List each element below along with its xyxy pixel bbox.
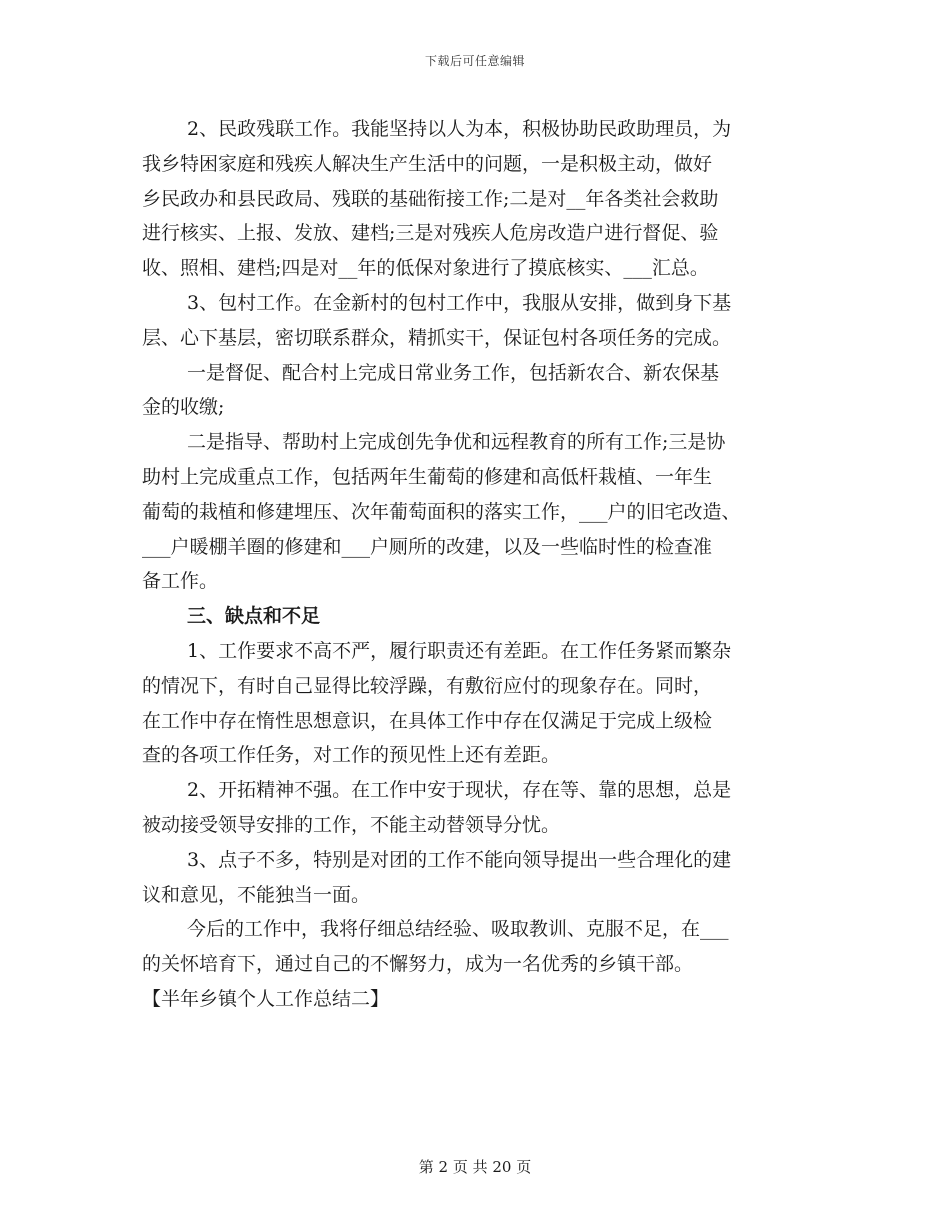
subtitle-line: 【半年乡镇个人工作总结二】 xyxy=(142,987,390,1010)
page-number: 第 2 页 共 20 页 xyxy=(418,1158,532,1176)
paragraph-line: 2、开拓精神不强。在工作中安于现状，存在等、靠的思想，总是 xyxy=(187,779,732,802)
section-heading: 三、缺点和不足 xyxy=(187,605,321,628)
paragraph-line: 的情况下，有时自己显得比较浮躁，有敷衍应付的现象存在。同时， xyxy=(142,674,713,697)
document-body xyxy=(142,112,818,1017)
paragraph-line: 一是督促、配合村上完成日常业务工作，包括新农合、新农保基 xyxy=(187,361,720,384)
paragraph-line: 2、民政残联工作。我能坚持以人为本，积极协助民政助理员，为 xyxy=(187,118,732,140)
page-header: 下载后可任意编辑 xyxy=(424,54,525,68)
paragraph-line: 今后的工作中，我将仔细总结经验、吸取教训、克服不足，在___ xyxy=(187,918,729,941)
paragraph-line: 3、包村工作。在金新村的包村工作中，我服从安排，做到身下基 xyxy=(187,291,732,314)
paragraph-line: 3、点子不多，特别是对团的工作不能向领导提出一些合理化的建 xyxy=(187,848,732,871)
paragraph-line: 查的各项工作任务，对工作的预见性上还有差距。 xyxy=(142,744,561,767)
paragraph-line: 议和意见，不能独当一面。 xyxy=(142,883,371,906)
paragraph-line: 在工作中存在惰性思想意识，在具体工作中存在仅满足于完成上级检 xyxy=(142,709,713,732)
paragraph-line: 层、心下基层，密切联系群众，精抓实干，保证包村各项任务的完成。 xyxy=(142,326,732,349)
paragraph-line: 二是指导、帮助村上完成创先争优和远程教育的所有工作;三是协 xyxy=(187,431,726,454)
paragraph-line: 金的收缴; xyxy=(142,396,225,419)
paragraph-line: ___户暖棚羊圈的修建和___户厕所的改建，以及一些临时性的检查准 xyxy=(142,535,713,558)
paragraph-line: 乡民政办和县民政局、残联的基础衔接工作;二是对__年各类社会救助 xyxy=(142,187,719,210)
paragraph-line: 备工作。 xyxy=(142,570,219,593)
paragraph-line: 1、工作要求不高不严，履行职责还有差距。在工作任务紧而繁杂 xyxy=(187,639,732,662)
paragraph-line: 葡萄的栽植和修建埋压、次年葡萄面积的落实工作，___户的旧宅改造、 xyxy=(142,500,741,523)
paragraph-line: 进行核实、上报、发放、建档;三是对残疾人危房改造户进行督促、验 xyxy=(142,222,719,245)
paragraph-line: 我乡特困家庭和残疾人解决生产生活中的问题，一是积极主动，做好 xyxy=(142,152,713,175)
paragraph-line: 的关怀培育下，通过自己的不懈努力，成为一名优秀的乡镇干部。 xyxy=(142,953,694,976)
paragraph-line: 收、照相、建档;四是对__年的低保对象进行了摸底核实、___汇总。 xyxy=(142,257,709,280)
paragraph-line: 被动接受领导安排的工作，不能主动替领导分忧。 xyxy=(142,813,561,836)
paragraph-line: 助村上完成重点工作，包括两年生葡萄的修建和高低杆栽植、一年生 xyxy=(142,465,713,488)
